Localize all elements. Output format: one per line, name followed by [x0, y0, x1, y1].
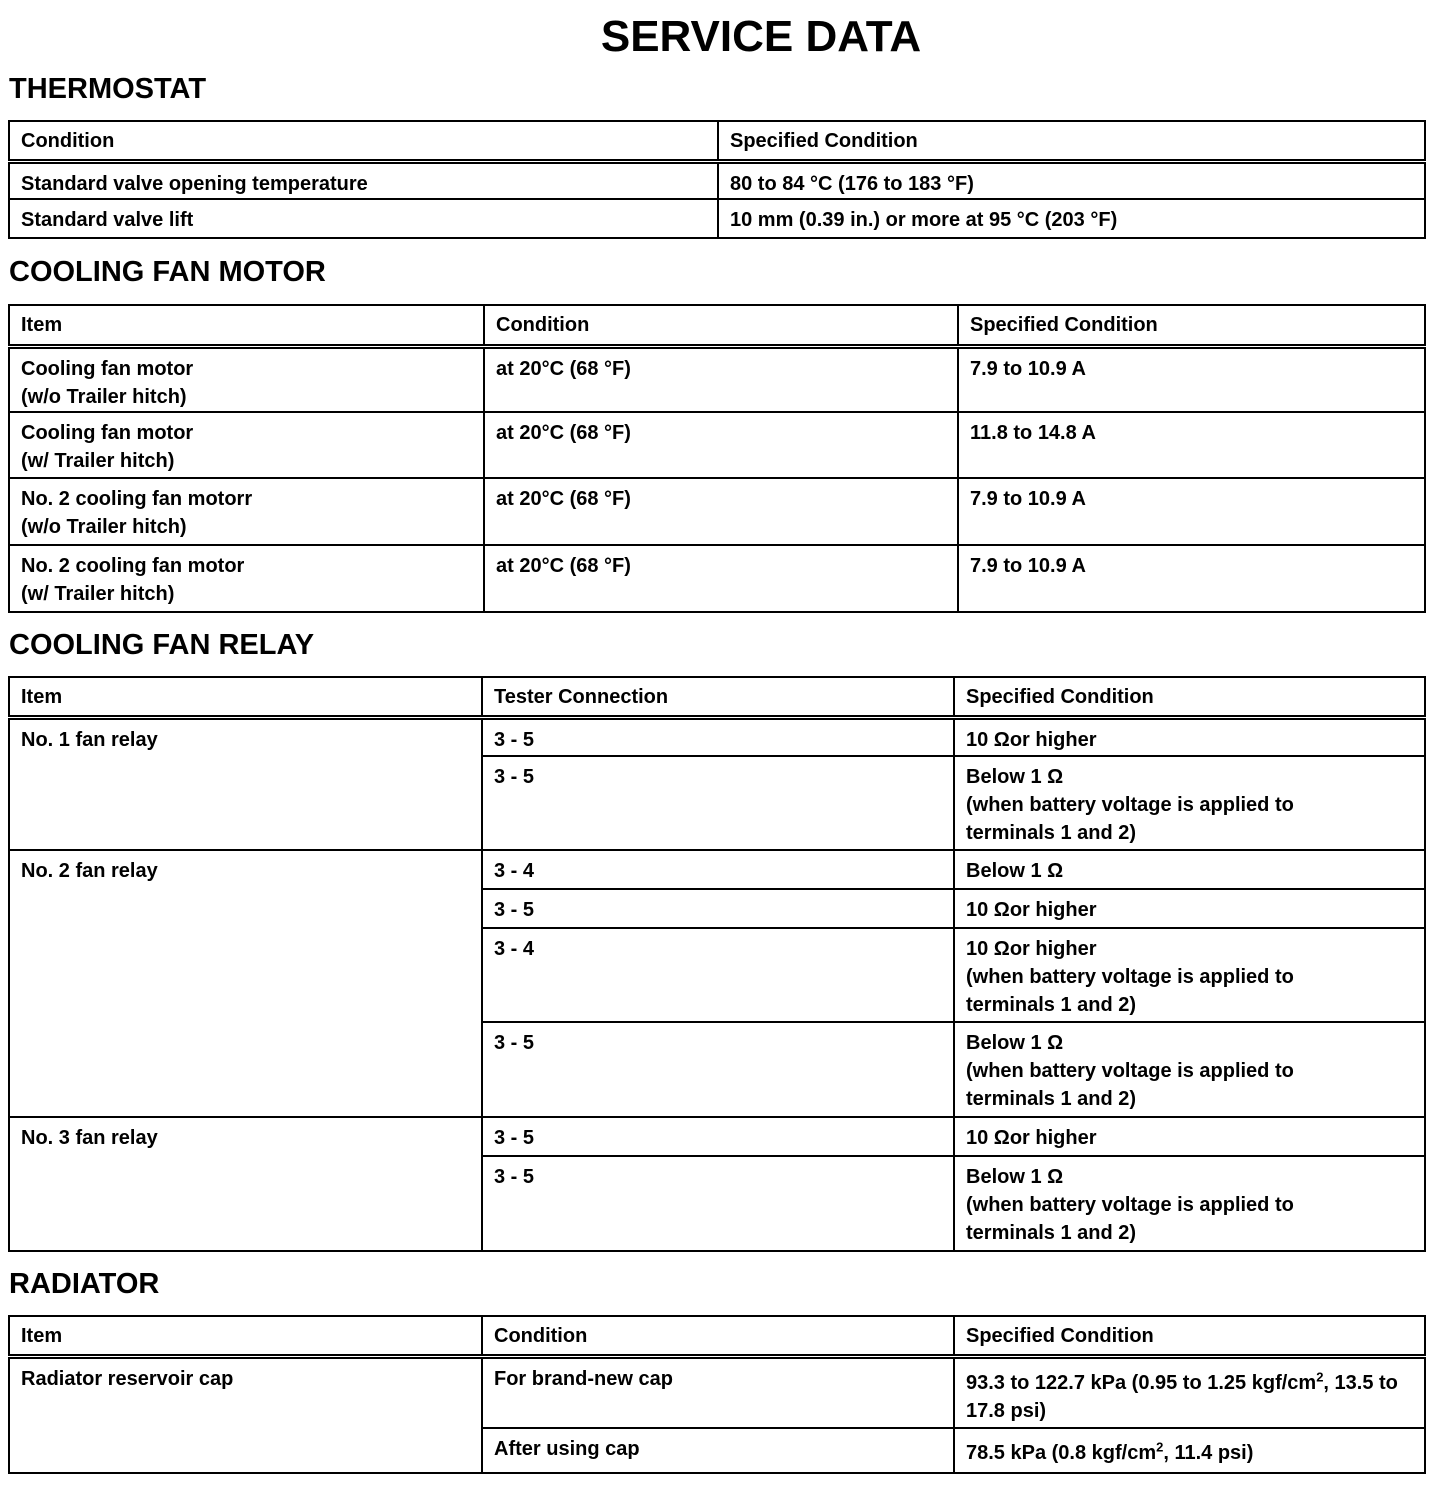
section-heading-thermostat: THERMOSTAT	[9, 73, 207, 105]
cell: 3 - 5	[482, 889, 954, 928]
radiator-table	[8, 1315, 1426, 1474]
table-row	[9, 545, 1425, 612]
header-cell: Item	[9, 305, 484, 346]
cell: 10 Ωor higher	[954, 889, 1425, 928]
cell: 7.9 to 10.9 A	[958, 545, 1425, 612]
cell: at 20°C (68 °F)	[484, 545, 958, 612]
header-cell: Condition	[484, 305, 958, 346]
table-row	[9, 850, 1425, 889]
table-header-row	[9, 677, 1425, 717]
cell: Below 1 Ω	[954, 850, 1425, 889]
spec-line: Below 1 Ω	[966, 1166, 1064, 1188]
header-cell: Tester Connection	[482, 677, 954, 717]
item-line: (w/ Trailer hitch)	[21, 450, 175, 472]
page-title: SERVICE DATA	[600, 12, 922, 61]
item-line: Cooling fan motor	[21, 422, 194, 444]
spec-note: terminals 1 and 2)	[966, 822, 1137, 844]
item-line: No. 2 cooling fan motorr	[21, 488, 253, 510]
header-cell: Condition	[482, 1316, 954, 1356]
cell	[9, 478, 484, 545]
cooling-fan-relay-table	[8, 676, 1426, 1252]
header-cell: Specified Condition	[954, 677, 1425, 717]
spec-line: 10 Ωor higher	[966, 938, 1097, 960]
header-cell: Item	[9, 677, 482, 717]
header-cell: Condition	[9, 121, 718, 161]
superscript: 2	[1316, 1368, 1324, 1384]
cell: 3 - 5	[482, 1117, 954, 1156]
table-row	[9, 1117, 1425, 1156]
spec-note: (when battery voltage is applied to	[966, 966, 1294, 988]
cell	[954, 1356, 1425, 1428]
header-cell: Specified Condition	[954, 1316, 1425, 1356]
item-line: (w/o Trailer hitch)	[21, 385, 187, 408]
item-line: No. 2 cooling fan motor	[21, 555, 245, 577]
cell	[954, 756, 1425, 850]
cell: 3 - 5	[482, 1156, 954, 1251]
thermostat-table	[8, 120, 1426, 239]
cell: 10 Ωor higher	[954, 717, 1425, 756]
spec-note: (when battery voltage is applied to	[966, 794, 1294, 816]
spec-note: (when battery voltage is applied to	[966, 1060, 1294, 1082]
cell: Standard valve opening temperature	[9, 161, 718, 199]
table-header-row	[9, 1316, 1425, 1356]
cell: Radiator reservoir cap	[9, 1356, 482, 1473]
header-cell: Specified Condition	[958, 305, 1425, 346]
cell	[954, 1156, 1425, 1251]
cell	[9, 545, 484, 612]
section-heading-radiator: RADIATOR	[9, 1268, 160, 1300]
cell: 3 - 5	[482, 756, 954, 850]
table-row	[9, 346, 1425, 412]
table-row	[9, 412, 1425, 478]
cell: 10 mm (0.39 in.) or more at 95 °C (203 °F)	[718, 199, 1425, 238]
item-line: Cooling fan motor	[21, 357, 194, 380]
spec-text: , 13.5 to 17.8 psi)	[966, 1371, 1398, 1422]
cell: 7.9 to 10.9 A	[958, 346, 1425, 412]
cell: 7.9 to 10.9 A	[958, 478, 1425, 545]
cell: Standard valve lift	[9, 199, 718, 238]
header-cell: Specified Condition	[718, 121, 1425, 161]
cell: 3 - 4	[482, 928, 954, 1022]
spec-note: terminals 1 and 2)	[966, 1222, 1137, 1244]
cell	[954, 928, 1425, 1022]
cell: For brand-new cap	[482, 1356, 954, 1428]
spec-text: 78.5 kPa (0.8 kgf/cm	[966, 1442, 1157, 1464]
table-header-row	[9, 121, 1425, 161]
spec-text: 93.3 to 122.7 kPa (0.95 to 1.25 kgf/cm	[966, 1371, 1317, 1394]
cooling-fan-motor-table	[8, 304, 1426, 613]
superscript: 2	[1156, 1439, 1164, 1455]
table-row	[9, 717, 1425, 756]
table-row	[9, 161, 1425, 199]
table-row	[9, 478, 1425, 545]
spec-note: terminals 1 and 2)	[966, 1088, 1137, 1110]
cell: After using cap	[482, 1428, 954, 1473]
section-heading-cooling-fan-motor: COOLING FAN MOTOR	[9, 256, 326, 288]
table-row	[9, 199, 1425, 238]
cell: at 20°C (68 °F)	[484, 346, 958, 412]
cell: 10 Ωor higher	[954, 1117, 1425, 1156]
cell: at 20°C (68 °F)	[484, 478, 958, 545]
table-header-row	[9, 305, 1425, 346]
cell: No. 1 fan relay	[9, 717, 482, 850]
item-line: (w/ Trailer hitch)	[21, 583, 175, 605]
section-heading-cooling-fan-relay: COOLING FAN RELAY	[9, 629, 315, 661]
cell: 11.8 to 14.8 A	[958, 412, 1425, 478]
cell: 3 - 4	[482, 850, 954, 889]
cell	[9, 412, 484, 478]
cell: No. 3 fan relay	[9, 1117, 482, 1251]
cell: No. 2 fan relay	[9, 850, 482, 1117]
cell: 3 - 5	[482, 717, 954, 756]
header-cell: Item	[9, 1316, 482, 1356]
spec-line: Below 1 Ω	[966, 1032, 1064, 1054]
spec-text: , 11.4 psi)	[1163, 1442, 1254, 1464]
cell: 3 - 5	[482, 1022, 954, 1117]
table-row	[9, 1356, 1425, 1428]
cell: at 20°C (68 °F)	[484, 412, 958, 478]
cell	[954, 1428, 1425, 1473]
cell: 80 to 84 °C (176 to 183 °F)	[718, 161, 1425, 199]
cell	[9, 346, 484, 412]
spec-note: terminals 1 and 2)	[966, 994, 1137, 1016]
cell	[954, 1022, 1425, 1117]
spec-note: (when battery voltage is applied to	[966, 1194, 1294, 1216]
spec-line: Below 1 Ω	[966, 766, 1064, 788]
item-line: (w/o Trailer hitch)	[21, 516, 187, 538]
